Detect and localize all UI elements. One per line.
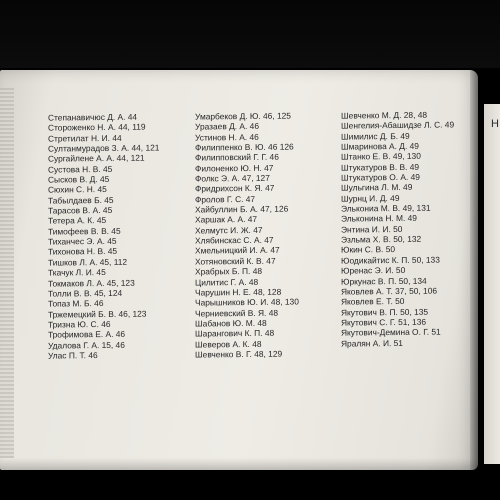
index-entry: Якутович С. Г. 51, 136: [341, 316, 427, 328]
index-entry: Тржемецкий Б. В. 46, 123: [48, 308, 147, 320]
index-entry: Топаз М. Б. 46: [48, 298, 104, 309]
index-entry: Шеверов А. К. 48: [195, 338, 262, 350]
index-entry: Якутович-Демина О. Г. 51: [341, 326, 441, 338]
index-entry: Хайбуллин Б. А. 47, 126: [195, 203, 289, 215]
index-entry: Шульгина Л. М. 49: [341, 182, 413, 193]
index-entry: Эльконина Н. М. 49: [341, 213, 417, 225]
index-entry: Султанмурадов З. А. 44, 121: [48, 142, 160, 154]
index-entry: Сюхин С. Н. 45: [48, 184, 107, 195]
index-entry: Стороженко Н. А. 44, 119: [48, 121, 146, 133]
index-entry: Чарушин Н. Е. 48, 128: [195, 286, 282, 298]
index-entry: Устинов Н. А. 46: [195, 131, 259, 143]
index-entry: Юренас Э. И. 50: [341, 265, 406, 276]
index-entry: Тимофеев В. В. 45: [48, 225, 121, 237]
index-entry: Шевченко М. Д. 28, 48: [341, 109, 428, 121]
index-entry: Юкин С. В. 50: [341, 244, 396, 256]
index-entry: Токмаков Л. А. 45, 123: [48, 277, 135, 289]
index-entry: Ткачук Л. И. 45: [48, 267, 106, 278]
index-entry: Цилитис Г. А. 48: [195, 276, 259, 288]
index-column-2: [195, 110, 299, 359]
index-entry: Филоненко Ю. Н. 47: [195, 162, 274, 174]
index-entry: Филиппенко В. Ю. 46 126: [195, 141, 294, 153]
index-entry: Харшак А. А. 47: [195, 214, 258, 225]
index-entry: Элькониа М. В. 49, 131: [341, 202, 431, 214]
index-entry: Юркунас В. П. 50, 134: [341, 275, 427, 287]
index-entry: Степанавичюс Д. А. 44: [48, 111, 138, 123]
index-entry: Шмаринова А. Д. 49: [341, 140, 419, 152]
index-entry: Энтина И. И. 50: [341, 223, 403, 235]
index-entry: Якутович В. П. 50, 135: [341, 306, 429, 318]
index-entry: Шабанов Ю. М. 48: [195, 317, 267, 329]
index-column-3: [341, 109, 454, 348]
page-stack-edge: [0, 88, 14, 458]
index-entry: Улас П. Т. 46: [48, 349, 98, 361]
index-entry: Стретилат Н. И. 44: [48, 132, 122, 144]
index-entry: Юодикайтис К. П. 50, 133: [341, 254, 440, 266]
index-entry: Тихонова Н. В. 45: [48, 246, 118, 258]
index-entry: Хлябинскас С. А. 47: [195, 234, 274, 246]
index-entry: Уразаев Д. А. 46: [195, 121, 259, 132]
index-column-1: [48, 111, 159, 360]
index-entry: Тризна Ю. С. 46: [48, 318, 111, 330]
index-entry: Штанко Е. В. 49, 130: [341, 151, 421, 162]
index-entry: Умарбеков Д. Ю. 46, 125: [195, 110, 291, 122]
page-bottom-shadow: [0, 458, 478, 472]
index-entry: Фридрихсон К. Я. 47: [195, 183, 275, 194]
index-entry: Тарасов В. А. 45: [48, 205, 113, 216]
index-entry: Яковлев А. Т. 37, 50, 106: [341, 285, 438, 297]
index-entry: Шарангович К. П. 48: [195, 327, 275, 339]
index-entry: Хотяновский К. В. 47: [195, 255, 276, 267]
index-entry: Штукатуров О. А. 49: [341, 171, 420, 183]
index-entry: Филипповский Г. Г. 46: [195, 152, 279, 163]
index-entry: Трофимова Е. А. 46: [48, 328, 126, 340]
index-entry: Штукатуров В. В. 49: [341, 161, 420, 173]
facing-page: [484, 104, 500, 464]
index-entry: Эзльма Х. В. 50, 132: [341, 233, 422, 245]
index-entry: Фолкс Э. А. 47, 127: [195, 172, 270, 184]
index-entry: Сустова Н. В. 45: [48, 163, 113, 175]
index-entry: Хмельницкий И. А. 47: [195, 245, 280, 257]
index-entry: Хелмутс И. Ж. 47: [195, 224, 263, 236]
index-entry: Удалова Г. А. 15, 46: [48, 339, 125, 351]
index-entry: Толли В. В. 45, 124: [48, 287, 123, 299]
index-entry: Тиханчес Э. А. 45: [48, 235, 117, 247]
index-entry: Храбрых Б. П. 48: [195, 265, 263, 277]
index-entry: Тетера А. К. 45: [48, 215, 107, 227]
index-entry: Шенгелия-Абашидзе Л. С. 49: [341, 119, 455, 131]
index-entry: Фролов Г. С. 47: [195, 193, 256, 205]
index-entry: Тишков Л. А. 45, 112: [48, 256, 128, 268]
index-entry: Шурнц И. Д. 49: [341, 192, 400, 204]
index-entry: Шимилис Д. Б. 49: [341, 130, 410, 142]
background-top: [0, 0, 500, 68]
index-entry: Яковлев Е. Т. 50: [341, 296, 405, 307]
index-entry: Яралян А. И. 51: [341, 337, 403, 349]
index-entry: Сургайлене А. А. 44, 121: [48, 152, 145, 164]
facing-page-text: Н: [491, 118, 499, 130]
index-entry: Сысков В. Д. 45: [48, 174, 110, 185]
index-entry: Черниевский В. Я. 48: [195, 307, 279, 319]
index-entry: Шевченко В. Г. 48, 129: [195, 348, 283, 360]
index-entry: Чарышников Ю. И. 48, 130: [195, 296, 299, 308]
index-entry: Табылдаев Б. 45: [48, 194, 114, 206]
